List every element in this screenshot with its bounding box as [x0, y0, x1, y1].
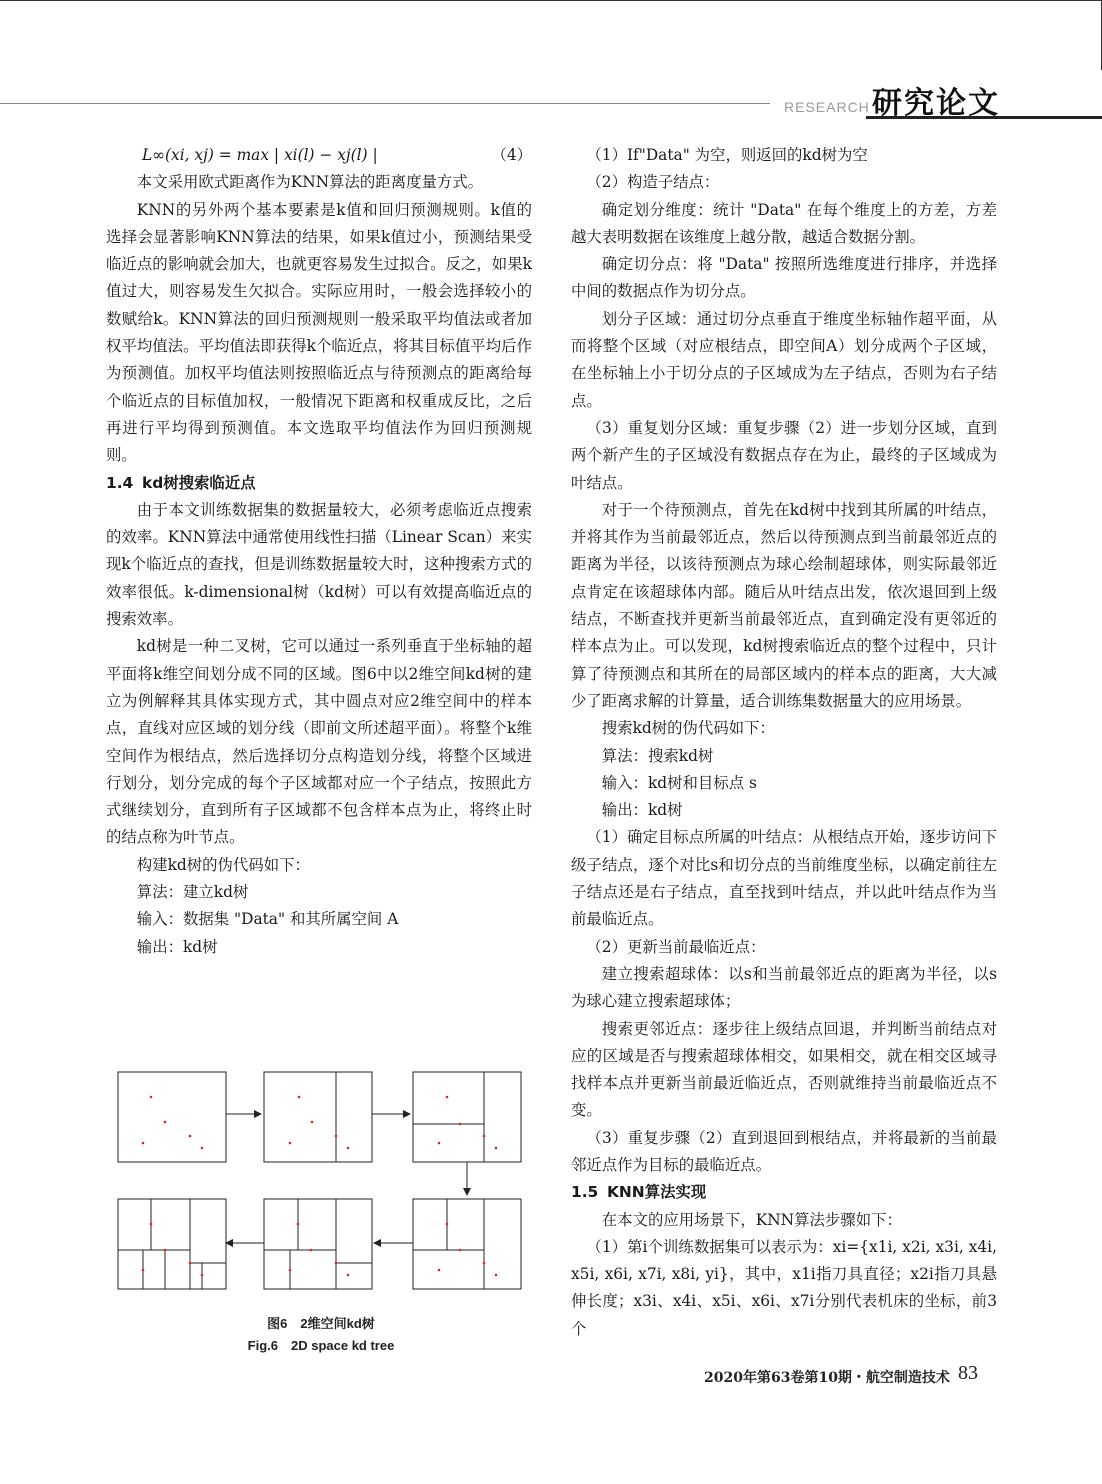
- pseudocode-input: 输入：kd树和目标点 s: [601, 773, 757, 792]
- paragraph: 构建kd树的伪代码如下：: [136, 855, 310, 874]
- paragraph: 确定划分维度：统计 "Data" 在每个维度上的方差，方差越大表明数据在该维度上越分散，越适合数据分割。: [571, 200, 997, 246]
- equation-tag: （4）: [491, 146, 532, 164]
- paragraph: 本文采用欧式距离作为KNN算法的距离度量方式。: [136, 173, 484, 192]
- journal-footer: 2020年第63卷第10期・航空制造技术: [704, 1370, 950, 1386]
- paragraph: 划分子区域：通过切分点垂直于维度坐标轴作超平面，从而将整个区域（对应根结点，即空间A）划分成两个子区域，在坐标轴上小于切分点的子区域成为左子结点，否则为右子结点。: [571, 309, 997, 410]
- pseudocode-algorithm: 算法：搜索kd树: [601, 746, 714, 765]
- section-title: KNN算法实现: [607, 1183, 707, 1202]
- paragraph: KNN的另外两个基本要素是k值和回归预测规则。k值的选择会显著影响KNN算法的结果，如果k值过小，预测结果受临近点的影响就会加大，也就更容易发生过拟合。反之，如果k值过大，则容易发生欠拟合。实际应用时，一般会选择较小的数赋给k。KNN算法的回归预测规则一般采取平均值法或者加权平均值法。平均值法即获得k个临近点，将其目标值平均后作为预测值。加权平均值法则按照临近点与待预测点的距离给每个临近点的目标值加权，一般情况下距离和权重成反比，之后再进行平均得到预测值。本文选取平均值法作为回归预测规则。: [106, 200, 532, 465]
- paragraph: （1）确定目标点所属的叶结点：从根结点开始，逐步访问下级子结点，逐个对比s和切分点的当前维度坐标，以确定前往左子结点还是右子结点，直至找到叶结点，并以此叶结点作为当前最临近点。: [571, 828, 997, 929]
- figure-caption-en: Fig.6 2D space kd tree: [247, 1338, 395, 1353]
- header-rule: [0, 103, 770, 104]
- right-column: [571, 142, 997, 1343]
- pseudocode-algorithm: 算法：建立kd树: [136, 883, 249, 902]
- paragraph: （2）构造子结点：: [586, 173, 720, 192]
- equation-4: [106, 142, 532, 169]
- section-number: 1.4: [106, 473, 134, 492]
- paragraph: （2）更新当前最临近点：: [586, 937, 766, 956]
- page-number: 83: [958, 1362, 978, 1384]
- panel-5-fourth-split: [264, 1199, 372, 1289]
- paragraph: kd树是一种二叉树，它可以通过一系列垂直于坐标轴的超平面将k维空间划分成不同的区域。图6中以2维空间kd树的建立为例解释其具体实现方式，其中圆点对应2维空间中的样本点，直线对应区域的划分线（即前文所述超平面）。将整个k维空间作为根结点，然后选择切分点构造划分线，将整个区域进行划分，划分完成的每个子区域都对应一个子结点，按照此方式继续划分，直到所有子区域都不包含样本点为止，将终止时的结点称为叶节点。: [106, 637, 532, 847]
- header-chinese: 研究论文: [872, 86, 1000, 121]
- paragraph: 建立搜索超球体：以s和当前最邻近点的距离为半径，以s为球心建立搜索超球体；: [571, 964, 997, 1011]
- panel-3-second-split: [413, 1072, 521, 1162]
- left-column: [106, 142, 532, 961]
- section-number: 1.5: [571, 1183, 599, 1202]
- paragraph: （1）If"Data" 为空，则返回的kd树为空: [586, 146, 868, 164]
- header-english: RESEARCH: [784, 99, 870, 115]
- pseudocode-input: 输入：数据集 "Data" 和其所属空间 A: [136, 910, 399, 929]
- pseudocode-output: 输出：kd树: [601, 801, 683, 820]
- panel-6-final-split: [118, 1199, 226, 1289]
- panel-1-root-space: [118, 1072, 226, 1162]
- panel-2-first-split: [264, 1072, 372, 1162]
- paragraph: （3）重复步骤（2）直到退回到根结点，并将最新的当前最邻近点作为目标的最临近点。: [571, 1128, 997, 1174]
- paragraph: 在本文的应用场景下，KNN算法步骤如下：: [601, 1210, 902, 1229]
- equation-body: L∞(xi, xj) = max | xi(l) − xj(l) |: [142, 146, 378, 164]
- paragraph: 搜索更邻近点：逐步往上级结点回退，并判断当前结点对应的区域是否与搜索超球体相交，如果相交，就在相交区域寻找样本点并更新当前最近临近点，否则就维持当前最临近点不变。: [571, 1019, 997, 1120]
- paragraph: （3）重复划分区域：重复步骤（2）进一步划分区域，直到两个新产生的子区域没有数据点存在为止，最终的子区域成为叶结点。: [571, 418, 997, 492]
- paragraph: 由于本文训练数据集的数据量较大，必须考虑临近点搜索的效率。KNN算法中通常使用线性扫描（Linear Scan）来实现k个临近点的查找，但是训练数据量较大时，这种搜索方式的效率很低。k-dimensional树（kd树）可以有效提高临近点的搜索效率。: [106, 500, 532, 629]
- kd-tree-diagram: [106, 1064, 536, 1304]
- crop-mark-top: [0, 0, 1102, 1]
- pseudocode-output: 输出：kd树: [136, 937, 218, 956]
- section-heading-1-4: [106, 470, 532, 497]
- figure-caption-cn: 图6 2维空间kd树: [267, 1316, 375, 1331]
- paragraph: 搜索kd树的伪代码如下：: [601, 719, 775, 738]
- section-title: kd树搜索临近点: [142, 473, 256, 492]
- paragraph: 确定切分点：将 "Data" 按照所选维度进行排序，并选择中间的数据点作为切分点。: [571, 255, 997, 301]
- section-heading-1-5: [571, 1179, 997, 1206]
- panel-4-third-split: [413, 1199, 521, 1289]
- paragraph: （1）第i个训练数据集可以表示为：xi={x1i, x2i, x3i, x4i, x5i, x6i, x7i, x8i, yi}，其中，x1i指刀具直径；x2i指刀具悬伸长度；x3i、x4i、x5i、x6i、x7i分别代表机床的坐标，前3个: [571, 1237, 997, 1338]
- paragraph: 对于一个待预测点，首先在kd树中找到其所属的叶结点，并将其作为当前最邻近点，然后以待预测点到当前最邻近点的距离为半径，以该待预测点为球心绘制超球体，则实际最邻近点肯定在该超球体内部。随后从叶结点出发，依次退回到上级结点，不断查找并更新当前最邻近点，直到确定没有更邻近的样本点为止。可以发现，kd树搜索临近点的整个过程中，只计算了待预测点和其所在的局部区域内的样本点的距离，大大减少了距离求解的计算量，适合训练集数据量大的应用场景。: [571, 500, 997, 710]
